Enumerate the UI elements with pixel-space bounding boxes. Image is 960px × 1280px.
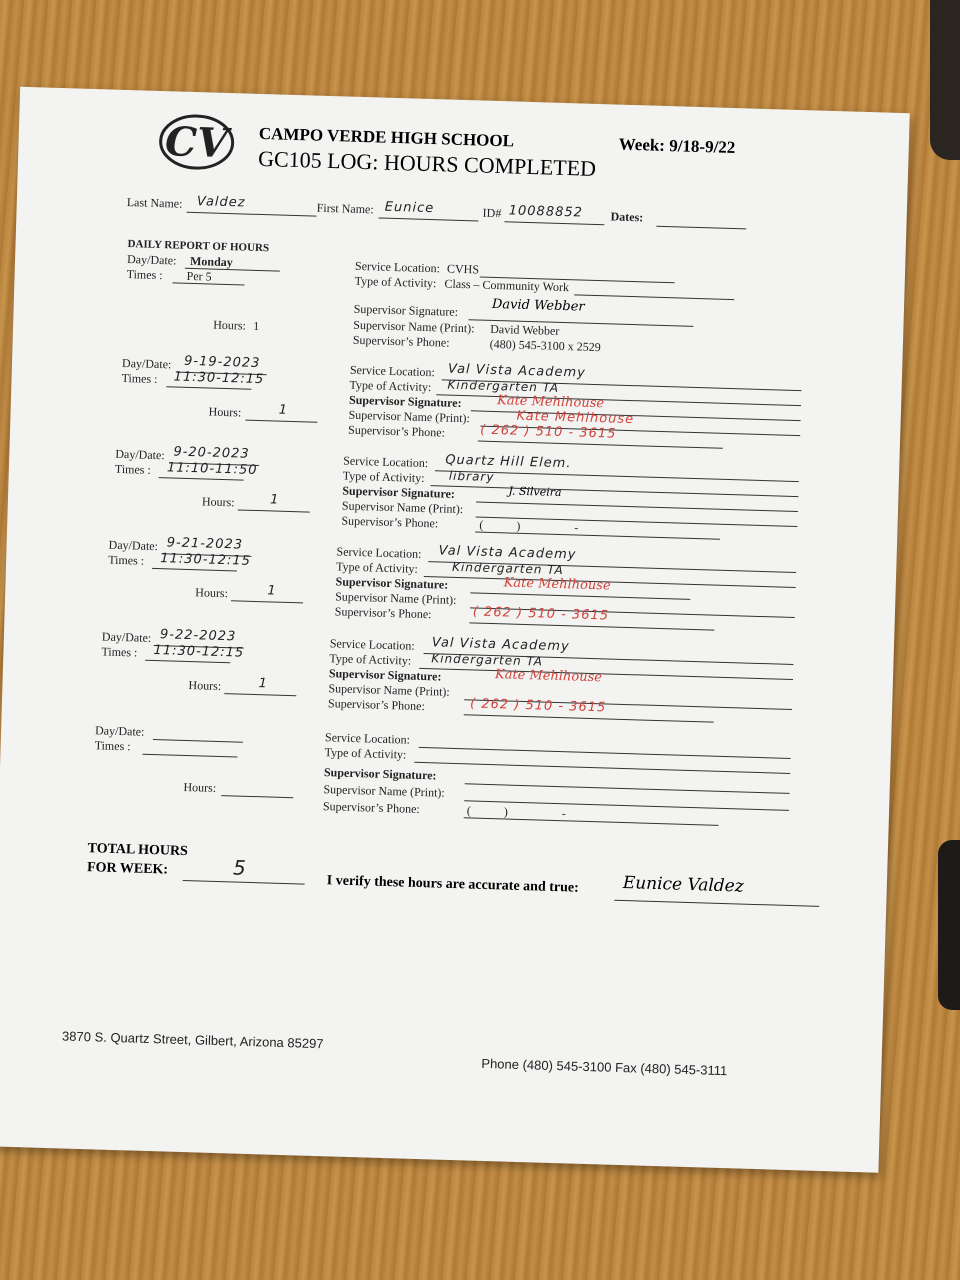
entry-5-times-label: Times : xyxy=(94,738,131,754)
entry-2-activity: library xyxy=(448,468,495,485)
entry-1-phone: ( 262 ) 510 - 3615 xyxy=(479,422,617,442)
entry-2-sig-label: Supervisor Signature: xyxy=(342,483,456,501)
cv-logo-icon xyxy=(158,109,238,173)
entry-4-times: 11:30-12:15 xyxy=(153,643,245,661)
entry-4-signature: Kate Mehlhouse xyxy=(494,667,603,686)
entry-5-phone-label: Supervisor’s Phone: xyxy=(322,799,420,816)
entry-0-location-label: Service Location: xyxy=(354,258,441,276)
entry-1-name: Kate Mehlhouse xyxy=(516,408,635,428)
entry-0-activity: Class – Community Work xyxy=(444,276,570,295)
entry-0-phone: (480) 545-3100 x 2529 xyxy=(489,336,601,355)
entry-5-name-label: Supervisor Name (Print): xyxy=(323,782,445,800)
entry-3-signature: Kate Mehlhouse xyxy=(503,575,611,594)
logo-text: CV xyxy=(164,118,229,167)
entry-0-activity-label: Type of Activity: xyxy=(354,273,437,291)
entry-2-phone-label: Supervisor’s Phone: xyxy=(341,513,439,531)
entry-2-hours-label: Hours: xyxy=(201,494,235,510)
entry-2-day-label: Day/Date: xyxy=(115,446,165,463)
entry-3-day: 9-21-2023 xyxy=(166,535,244,553)
entry-4-sig-label: Supervisor Signature: xyxy=(328,666,442,684)
entry-0-hours-label: Hours: xyxy=(213,317,247,333)
entry-5-day-label: Day/Date: xyxy=(94,723,145,739)
total-hours-value: 5 xyxy=(232,855,248,880)
entry-0-hours: 1 xyxy=(253,318,260,333)
entry-0-day-label: Day/Date: xyxy=(126,252,177,268)
week-label: Week: 9/18-9/22 xyxy=(618,134,736,158)
verify-label: I verify these hours are accurate and true: xyxy=(326,873,579,896)
entry-2-hours: 1 xyxy=(269,492,280,508)
entry-4-times-label: Times : xyxy=(101,644,138,660)
entry-1-hours: 1 xyxy=(278,402,289,418)
entry-0-location: CVHS xyxy=(446,261,480,277)
last-name-value: Valdez xyxy=(196,194,246,211)
id-value: 10088852 xyxy=(508,203,584,221)
entry-1-activity-label: Type of Activity: xyxy=(349,377,432,395)
entry-3-hours: 1 xyxy=(267,583,277,599)
entry-4-hours-label: Hours: xyxy=(188,678,222,694)
entry-3-hours-label: Hours: xyxy=(195,585,229,601)
entry-4-day: 9-22-2023 xyxy=(159,627,237,645)
entry-1-times: 11:30-12:15 xyxy=(173,369,265,388)
entry-3-day-label: Day/Date: xyxy=(108,537,159,554)
entry-4-activity: Kindergarten TA xyxy=(431,651,544,669)
log-sheet xyxy=(0,87,910,1173)
entry-1-day-label: Day/Date: xyxy=(121,355,172,372)
entry-1-sig-label: Supervisor Signature: xyxy=(348,392,462,411)
entry-0-sig-label: Supervisor Signature: xyxy=(353,301,459,319)
entry-0-times-label: Times : xyxy=(126,267,163,283)
entry-0-day: Monday xyxy=(189,253,233,270)
footer-address: 3870 S. Quartz Street, Gilbert, Arizona 85297 xyxy=(61,1028,324,1052)
entry-1-signature: Kate Mehlhouse xyxy=(496,393,605,412)
first-name-value: Eunice xyxy=(384,199,435,217)
entry-4-location-label: Service Location: xyxy=(329,636,415,653)
entry-2-day: 9-20-2023 xyxy=(173,444,250,462)
footer-phone-fax: Phone (480) 545-3100 Fax (480) 545-3111 xyxy=(481,1055,728,1079)
id-label: ID# xyxy=(482,205,502,221)
entry-3-phone: ( 262 ) 510 - 3615 xyxy=(472,604,610,624)
entry-2-activity-label: Type of Activity: xyxy=(342,468,425,485)
entry-4-hours: 1 xyxy=(258,676,269,692)
entry-0-name: David Webber xyxy=(490,321,560,338)
entry-4-phone: ( 262 ) 510 - 3615 xyxy=(469,696,607,716)
total-hours-label-2: FOR WEEK: xyxy=(86,860,169,878)
entry-0-name-label: Supervisor Name (Print): xyxy=(353,317,475,336)
entry-1-phone-label: Supervisor’s Phone: xyxy=(347,422,446,440)
entry-1-location: Val Vista Academy xyxy=(447,361,587,381)
entry-4-name-label: Supervisor Name (Print): xyxy=(328,681,450,699)
entry-1-times-label: Times : xyxy=(121,370,158,386)
first-name-label: First Name: xyxy=(316,200,374,217)
entry-2-phone-blank: ( ) - xyxy=(479,517,579,535)
entry-3-times-label: Times : xyxy=(108,552,145,568)
entry-0-signature: David Webber xyxy=(491,296,585,315)
entry-3-sig-label: Supervisor Signature: xyxy=(335,574,449,592)
entry-3-phone-label: Supervisor’s Phone: xyxy=(334,604,432,622)
entry-4-day-label: Day/Date: xyxy=(101,629,152,645)
entry-2-times-label: Times : xyxy=(114,461,152,477)
entry-0-phone-label: Supervisor’s Phone: xyxy=(352,332,450,350)
entry-1-hours-label: Hours: xyxy=(208,404,242,420)
entry-3-activity-label: Type of Activity: xyxy=(335,559,419,576)
student-signature: Eunice Valdez xyxy=(622,873,745,897)
log-title: GC105 LOG: HOURS COMPLETED xyxy=(257,145,597,181)
entry-1-name-label: Supervisor Name (Print): xyxy=(348,407,471,426)
entry-4-activity-label: Type of Activity: xyxy=(329,651,412,668)
entry-3-activity: Kindergarten TA xyxy=(451,559,564,578)
dates-label: Dates: xyxy=(610,209,644,225)
dark-object-corner xyxy=(930,0,960,160)
last-name-label: Last Name: xyxy=(126,195,183,211)
entry-3-location-label: Service Location: xyxy=(336,544,422,561)
entry-3-location: Val Vista Academy xyxy=(438,543,577,563)
entry-2-times: 11:10-11:50 xyxy=(166,460,258,479)
entry-3-name-label: Supervisor Name (Print): xyxy=(335,589,457,607)
entry-1-activity: Kindergarten TA xyxy=(447,377,560,395)
entry-5-hours-label: Hours: xyxy=(183,779,217,795)
entry-4-phone-label: Supervisor’s Phone: xyxy=(327,696,425,714)
entry-3-times: 11:30-12:15 xyxy=(160,551,252,569)
total-hours-label-1: TOTAL HOURS xyxy=(87,841,189,860)
dark-object-edge xyxy=(938,840,960,1010)
entry-1-location-label: Service Location: xyxy=(349,362,436,380)
entry-4-location: Val Vista Academy xyxy=(431,635,570,655)
entry-1-day: 9-19-2023 xyxy=(183,353,261,372)
entry-2-location: Quartz Hill Elem. xyxy=(445,452,572,472)
entry-2-location-label: Service Location: xyxy=(343,453,429,471)
entry-5-sig-label: Supervisor Signature: xyxy=(323,765,437,783)
entry-2-name-label: Supervisor Name (Print): xyxy=(341,498,464,517)
report-title: DAILY REPORT OF HOURS xyxy=(127,238,270,255)
entry-5-phone-blank: ( ) - xyxy=(466,803,567,821)
entry-5-location-label: Service Location: xyxy=(324,730,411,747)
school-name: CAMPO VERDE HIGH SCHOOL xyxy=(258,123,515,151)
entry-0-times: Per 5 xyxy=(186,268,212,284)
entry-5-activity-label: Type of Activity: xyxy=(324,745,407,762)
entry-2-signature: J. Silveira xyxy=(508,484,562,500)
